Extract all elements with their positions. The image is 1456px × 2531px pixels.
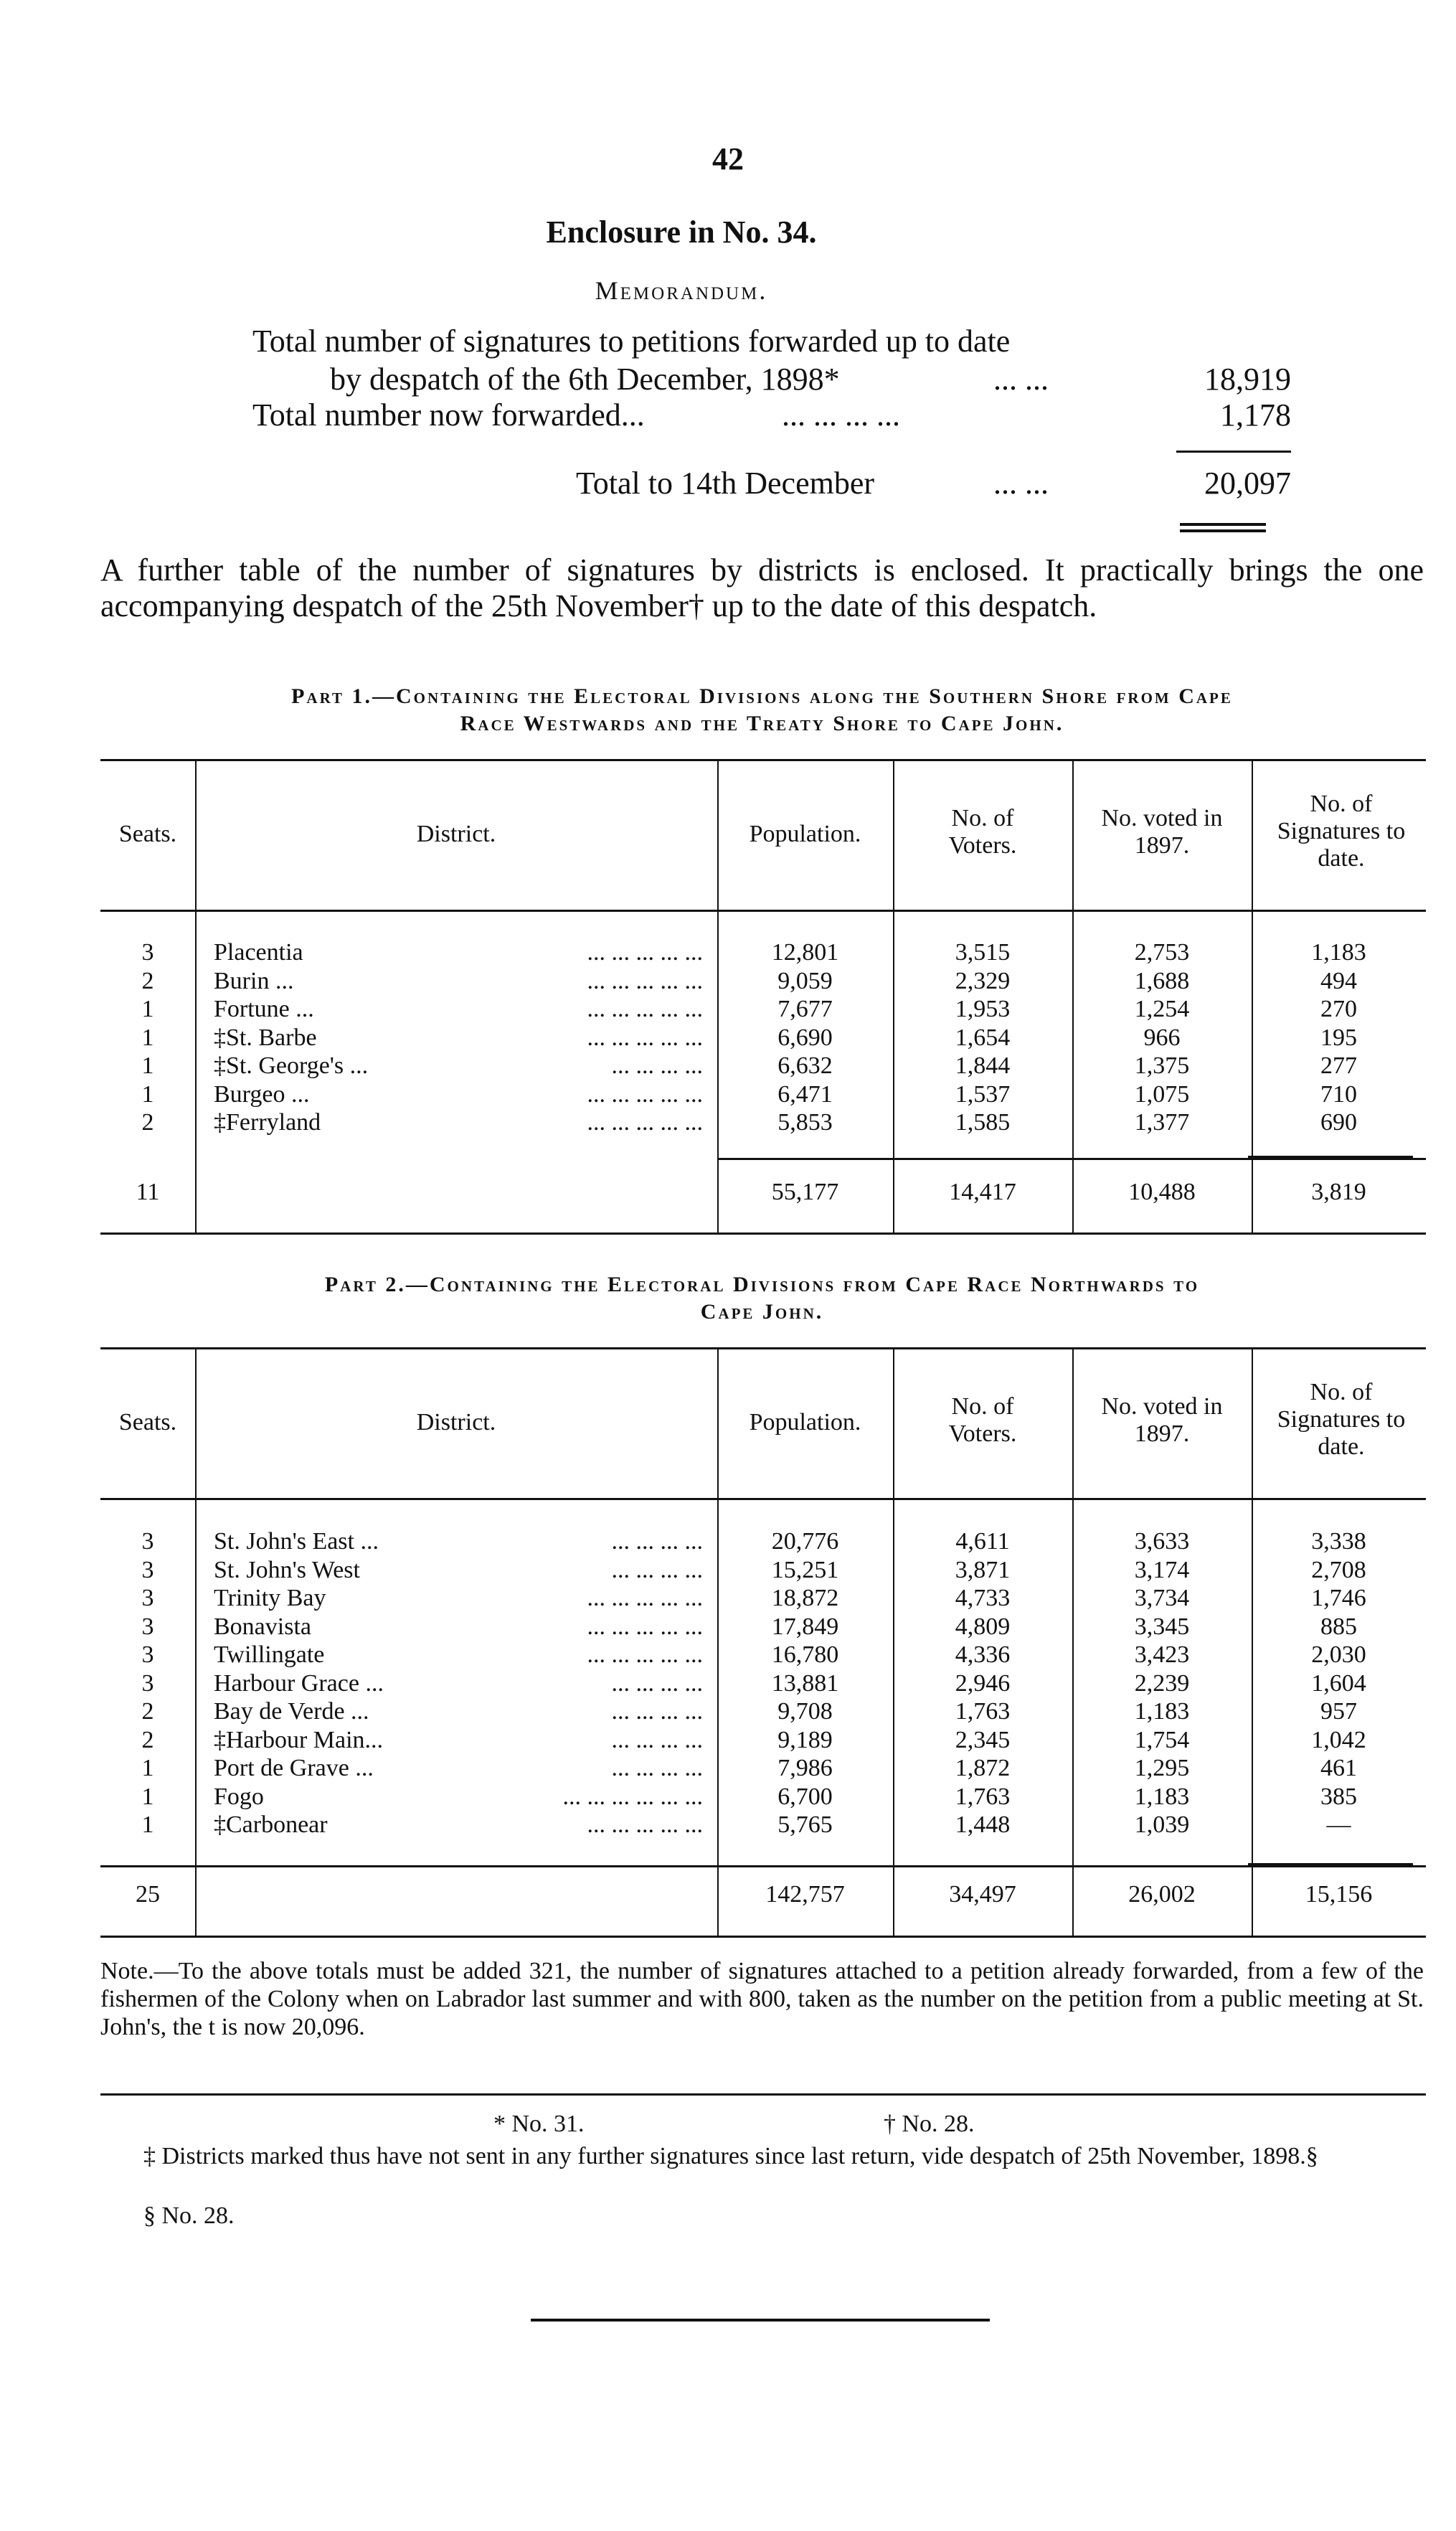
cell-voters: 4,336 xyxy=(955,1641,1011,1668)
note-paragraph: Note.—To the above totals must be added 321, the number of signatures attached to a petition already forwarded, from a few of the fishermen of the Colony when on Labrador last summer and with 800, taken as the number on the petition from a public meeting at St. John's, the t is now 20,096. xyxy=(100,1958,1424,2040)
cell-voted: 2,239 xyxy=(1134,1669,1190,1697)
footnote-section: § No. 28. xyxy=(143,2202,235,2229)
part2-title xyxy=(100,1271,1424,1326)
cell-signatures: 195 xyxy=(1320,1024,1357,1051)
cell-district: St. John's East ... xyxy=(214,1528,379,1555)
memorandum-heading: Memorandum. xyxy=(595,276,768,305)
cell-seats: 1 xyxy=(141,1755,154,1781)
cell-leader-dots: ... ... ... ... ... xyxy=(587,1811,703,1838)
cell-signatures: 690 xyxy=(1320,1109,1357,1136)
cell-seats: 1 xyxy=(141,996,154,1022)
cell-seats: 3 xyxy=(141,1669,154,1697)
cell-population: 6,471 xyxy=(777,1080,833,1108)
header-voted: No. voted in 1897. xyxy=(1101,805,1223,859)
cell-population: 5,853 xyxy=(777,1109,833,1136)
cell-district: Trinity Bay xyxy=(214,1585,326,1611)
cell-signatures: 2,708 xyxy=(1311,1556,1366,1583)
table-rule xyxy=(100,759,1426,761)
cell-voted: 1,254 xyxy=(1134,996,1190,1022)
cell-population: 9,708 xyxy=(777,1698,833,1725)
cell-seats: 1 xyxy=(141,1811,154,1838)
cell-voters: 2,329 xyxy=(955,967,1011,994)
table-subtotal-rule xyxy=(100,1865,1426,1867)
table-rule xyxy=(100,1232,1426,1235)
cell-district: Port de Grave ... xyxy=(214,1755,374,1781)
total-voted: 26,002 xyxy=(1128,1881,1196,1908)
intro-paragraph: A further table of the number of signatures by districts is enclosed. It practically brings the one accompanying despatch of the 25th November† up to the date of this despatch. xyxy=(100,552,1424,623)
cell-voted: 1,377 xyxy=(1134,1109,1190,1136)
cell-district: Harbour Grace ... xyxy=(214,1669,384,1697)
cell-voted: 1,688 xyxy=(1134,967,1190,994)
cell-leader-dots: ... ... ... ... ... xyxy=(587,967,703,994)
cell-population: 12,801 xyxy=(771,939,839,966)
cell-voters: 1,448 xyxy=(955,1811,1011,1838)
cell-signatures: 1,183 xyxy=(1311,939,1366,966)
cell-leader-dots: ... ... ... ... xyxy=(611,1755,703,1781)
header-district: District. xyxy=(416,1409,496,1436)
cell-population: 5,765 xyxy=(777,1811,833,1838)
cell-district: St. John's West xyxy=(214,1556,360,1583)
header-district: District. xyxy=(416,821,496,847)
cell-leader-dots: ... ... ... ... xyxy=(611,1698,703,1725)
summary-dots3: ... ... xyxy=(993,466,1049,501)
cell-leader-dots: ... ... ... ... xyxy=(611,1669,703,1697)
total-seats: 11 xyxy=(136,1179,160,1205)
cell-leader-dots: ... ... ... ... xyxy=(611,1726,703,1753)
cell-voters: 3,871 xyxy=(955,1556,1011,1583)
cell-district: Twillingate xyxy=(214,1641,325,1668)
header-voters: No. of Voters. xyxy=(948,1393,1017,1447)
table-part2 xyxy=(100,1347,1426,1943)
cell-seats: 1 xyxy=(141,1024,154,1051)
table-subtotal-rule-heavy xyxy=(1248,1156,1413,1159)
cell-population: 18,872 xyxy=(771,1585,839,1611)
table-rule xyxy=(100,910,1426,912)
header-population: Population. xyxy=(749,1409,861,1436)
cell-seats: 2 xyxy=(141,1109,154,1136)
cell-voted: 3,734 xyxy=(1134,1585,1190,1611)
cell-voters: 4,733 xyxy=(955,1585,1011,1611)
header-seats: Seats. xyxy=(118,1409,177,1436)
summary-dots1: ... ... xyxy=(993,362,1049,397)
cell-signatures: 2,030 xyxy=(1311,1641,1366,1668)
cell-seats: 3 xyxy=(141,1528,154,1555)
cell-population: 7,986 xyxy=(777,1755,833,1781)
cell-signatures: 1,604 xyxy=(1311,1669,1366,1697)
cell-seats: 3 xyxy=(141,1613,154,1640)
cell-voters: 1,585 xyxy=(955,1109,1011,1136)
summary-value1: 18,919 xyxy=(1204,362,1291,397)
total-seats: 25 xyxy=(136,1881,160,1908)
cell-seats: 3 xyxy=(141,1641,154,1668)
cell-leader-dots: ... ... ... ... xyxy=(611,1556,703,1583)
cell-voters: 1,537 xyxy=(955,1080,1011,1108)
cell-signatures: 957 xyxy=(1320,1698,1357,1725)
cell-voters: 1,654 xyxy=(955,1024,1011,1051)
cell-signatures: 3,338 xyxy=(1311,1528,1366,1555)
cell-population: 6,690 xyxy=(777,1024,833,1051)
cell-seats: 3 xyxy=(141,1585,154,1611)
cell-leader-dots: ... ... ... ... xyxy=(611,1052,703,1079)
footnote-star: * No. 31. xyxy=(493,2111,585,2137)
cell-population: 6,632 xyxy=(777,1052,833,1079)
cell-leader-dots: ... ... ... ... ... xyxy=(587,1024,703,1051)
summary-dots2: ... ... ... ... xyxy=(782,397,900,433)
cell-district: ‡St. Barbe xyxy=(214,1024,317,1051)
cell-voted: 1,375 xyxy=(1134,1052,1190,1079)
header-seats: Seats. xyxy=(118,821,177,847)
cell-population: 6,700 xyxy=(777,1783,833,1810)
cell-district: Placentia xyxy=(214,939,303,966)
cell-voted: 1,039 xyxy=(1134,1811,1190,1838)
cell-population: 7,677 xyxy=(777,996,833,1022)
summary-value2: 1,178 xyxy=(1220,397,1291,433)
header-signatures: No. of Signatures to date. xyxy=(1277,1379,1406,1460)
cell-voted: 3,174 xyxy=(1134,1556,1190,1583)
part1-title xyxy=(100,683,1424,737)
summary-double-rule-top xyxy=(1180,523,1266,526)
cell-leader-dots: ... ... ... ... ... ... xyxy=(562,1783,703,1810)
header-population: Population. xyxy=(749,821,861,847)
part1-title-line1: Part 1.—Containing the Electoral Divisions along the Southern Shore from Cape xyxy=(291,684,1233,708)
cell-voted: 2,753 xyxy=(1134,939,1190,966)
page-number: 42 xyxy=(712,141,744,176)
cell-voted: 3,423 xyxy=(1134,1641,1190,1668)
cell-voted: 3,345 xyxy=(1134,1613,1190,1640)
cell-district: Fortune ... xyxy=(214,996,314,1022)
total-signatures: 15,156 xyxy=(1305,1881,1373,1908)
cell-district: Bay de Verde ... xyxy=(214,1698,369,1725)
cell-signatures: 494 xyxy=(1320,967,1357,994)
cell-signatures: 277 xyxy=(1320,1052,1357,1079)
total-voters: 34,497 xyxy=(949,1881,1016,1908)
cell-signatures: 885 xyxy=(1320,1613,1357,1640)
summary-line1a: Total number of signatures to petitions forwarded up to date xyxy=(252,324,1011,359)
cell-population: 16,780 xyxy=(771,1641,839,1668)
summary-rule xyxy=(1176,451,1291,453)
cell-leader-dots: ... ... ... ... ... xyxy=(587,1613,703,1640)
cell-district: ‡St. George's ... xyxy=(214,1052,369,1079)
cell-signatures: 385 xyxy=(1320,1783,1357,1810)
cell-population: 20,776 xyxy=(771,1528,839,1555)
header-signatures: No. of Signatures to date. xyxy=(1277,791,1406,872)
cell-voted: 1,183 xyxy=(1134,1783,1190,1810)
cell-voted: 1,075 xyxy=(1134,1080,1190,1108)
cell-voters: 4,611 xyxy=(955,1528,1010,1555)
table-subtotal-rule-heavy xyxy=(1248,1863,1413,1866)
cell-population: 13,881 xyxy=(771,1669,839,1697)
cell-voted: 1,754 xyxy=(1134,1726,1190,1753)
cell-voters: 3,515 xyxy=(955,939,1011,966)
cell-seats: 2 xyxy=(141,1698,154,1725)
cell-voted: 1,183 xyxy=(1134,1698,1190,1725)
footnote-dagger: † No. 28. xyxy=(884,2111,975,2137)
table-rule xyxy=(100,1498,1426,1500)
cell-seats: 2 xyxy=(141,967,154,994)
cell-district: Burgeo ... xyxy=(214,1080,310,1108)
cell-leader-dots: ... ... ... ... ... xyxy=(587,1585,703,1611)
table-part1 xyxy=(100,759,1426,1240)
header-voted: No. voted in 1897. xyxy=(1101,1393,1223,1447)
total-population: 142,757 xyxy=(765,1881,845,1908)
cell-district: Fogo xyxy=(214,1783,264,1810)
part2-title-line1: Part 2.—Containing the Electoral Divisions from Cape Race Northwards to xyxy=(324,1273,1200,1296)
enclosure-title: Enclosure in No. 34. xyxy=(546,215,817,250)
cell-signatures: 270 xyxy=(1320,996,1357,1022)
cell-voters: 4,809 xyxy=(955,1613,1011,1640)
total-population: 55,177 xyxy=(771,1179,839,1205)
table-rule xyxy=(100,1936,1426,1938)
end-rule xyxy=(531,2319,990,2322)
cell-population: 9,059 xyxy=(777,967,833,994)
cell-voters: 1,872 xyxy=(955,1755,1011,1781)
cell-leader-dots: ... ... ... ... ... xyxy=(587,1641,703,1668)
cell-voters: 1,763 xyxy=(955,1783,1011,1810)
cell-voters: 2,345 xyxy=(955,1726,1011,1753)
cell-seats: 1 xyxy=(141,1080,154,1108)
cell-district: Bonavista xyxy=(214,1613,311,1640)
total-voters: 14,417 xyxy=(949,1179,1016,1205)
cell-signatures: 710 xyxy=(1320,1080,1357,1108)
cell-leader-dots: ... ... ... ... ... xyxy=(587,1080,703,1108)
cell-population: 9,189 xyxy=(777,1726,833,1753)
cell-population: 17,849 xyxy=(771,1613,839,1640)
cell-voters: 1,844 xyxy=(955,1052,1011,1079)
summary-line2: Total number now forwarded... xyxy=(252,397,645,433)
cell-leader-dots: ... ... ... ... ... xyxy=(587,996,703,1022)
cell-voted: 3,633 xyxy=(1134,1528,1190,1555)
total-voted: 10,488 xyxy=(1128,1179,1196,1205)
cell-seats: 3 xyxy=(141,1556,154,1583)
cell-signatures: — xyxy=(1326,1811,1351,1838)
cell-seats: 2 xyxy=(141,1726,154,1753)
cell-district: ‡Harbour Main... xyxy=(214,1726,384,1753)
part2-title-line2: Cape John. xyxy=(700,1300,824,1324)
summary-total-label: Total to 14th December xyxy=(576,466,875,501)
cell-leader-dots: ... ... ... ... ... xyxy=(587,939,703,966)
cell-signatures: 1,042 xyxy=(1311,1726,1366,1753)
footnote-rule xyxy=(100,2093,1426,2096)
cell-signatures: 461 xyxy=(1320,1755,1357,1781)
cell-seats: 3 xyxy=(141,939,154,966)
summary-total-value: 20,097 xyxy=(1204,466,1291,501)
cell-seats: 1 xyxy=(141,1783,154,1810)
cell-voted: 966 xyxy=(1143,1024,1181,1051)
summary-line1b: by despatch of the 6th December, 1898* xyxy=(330,362,840,397)
part1-title-line2: Race Westwards and the Treaty Shore to Cape John. xyxy=(460,712,1064,735)
cell-district: ‡Carbonear xyxy=(214,1811,328,1838)
cell-district: Burin ... xyxy=(214,967,294,994)
total-signatures: 3,819 xyxy=(1311,1179,1366,1205)
header-voters: No. of Voters. xyxy=(948,805,1017,859)
footnote-double-dagger: ‡ Districts marked thus have not sent in any further signatures since last return, vide despatch of 25th November, 1898.§ xyxy=(143,2143,1318,2169)
cell-population: 15,251 xyxy=(771,1556,839,1583)
cell-voters: 2,946 xyxy=(955,1669,1011,1697)
cell-leader-dots: ... ... ... ... xyxy=(611,1528,703,1555)
cell-voters: 1,763 xyxy=(955,1698,1011,1725)
cell-seats: 1 xyxy=(141,1052,154,1079)
cell-signatures: 1,746 xyxy=(1311,1585,1366,1611)
cell-voted: 1,295 xyxy=(1134,1755,1190,1781)
cell-leader-dots: ... ... ... ... ... xyxy=(587,1109,703,1136)
table-rule xyxy=(100,1347,1426,1349)
summary-double-rule-bottom xyxy=(1180,529,1266,532)
cell-voters: 1,953 xyxy=(955,996,1011,1022)
cell-district: ‡Ferryland xyxy=(214,1109,321,1136)
